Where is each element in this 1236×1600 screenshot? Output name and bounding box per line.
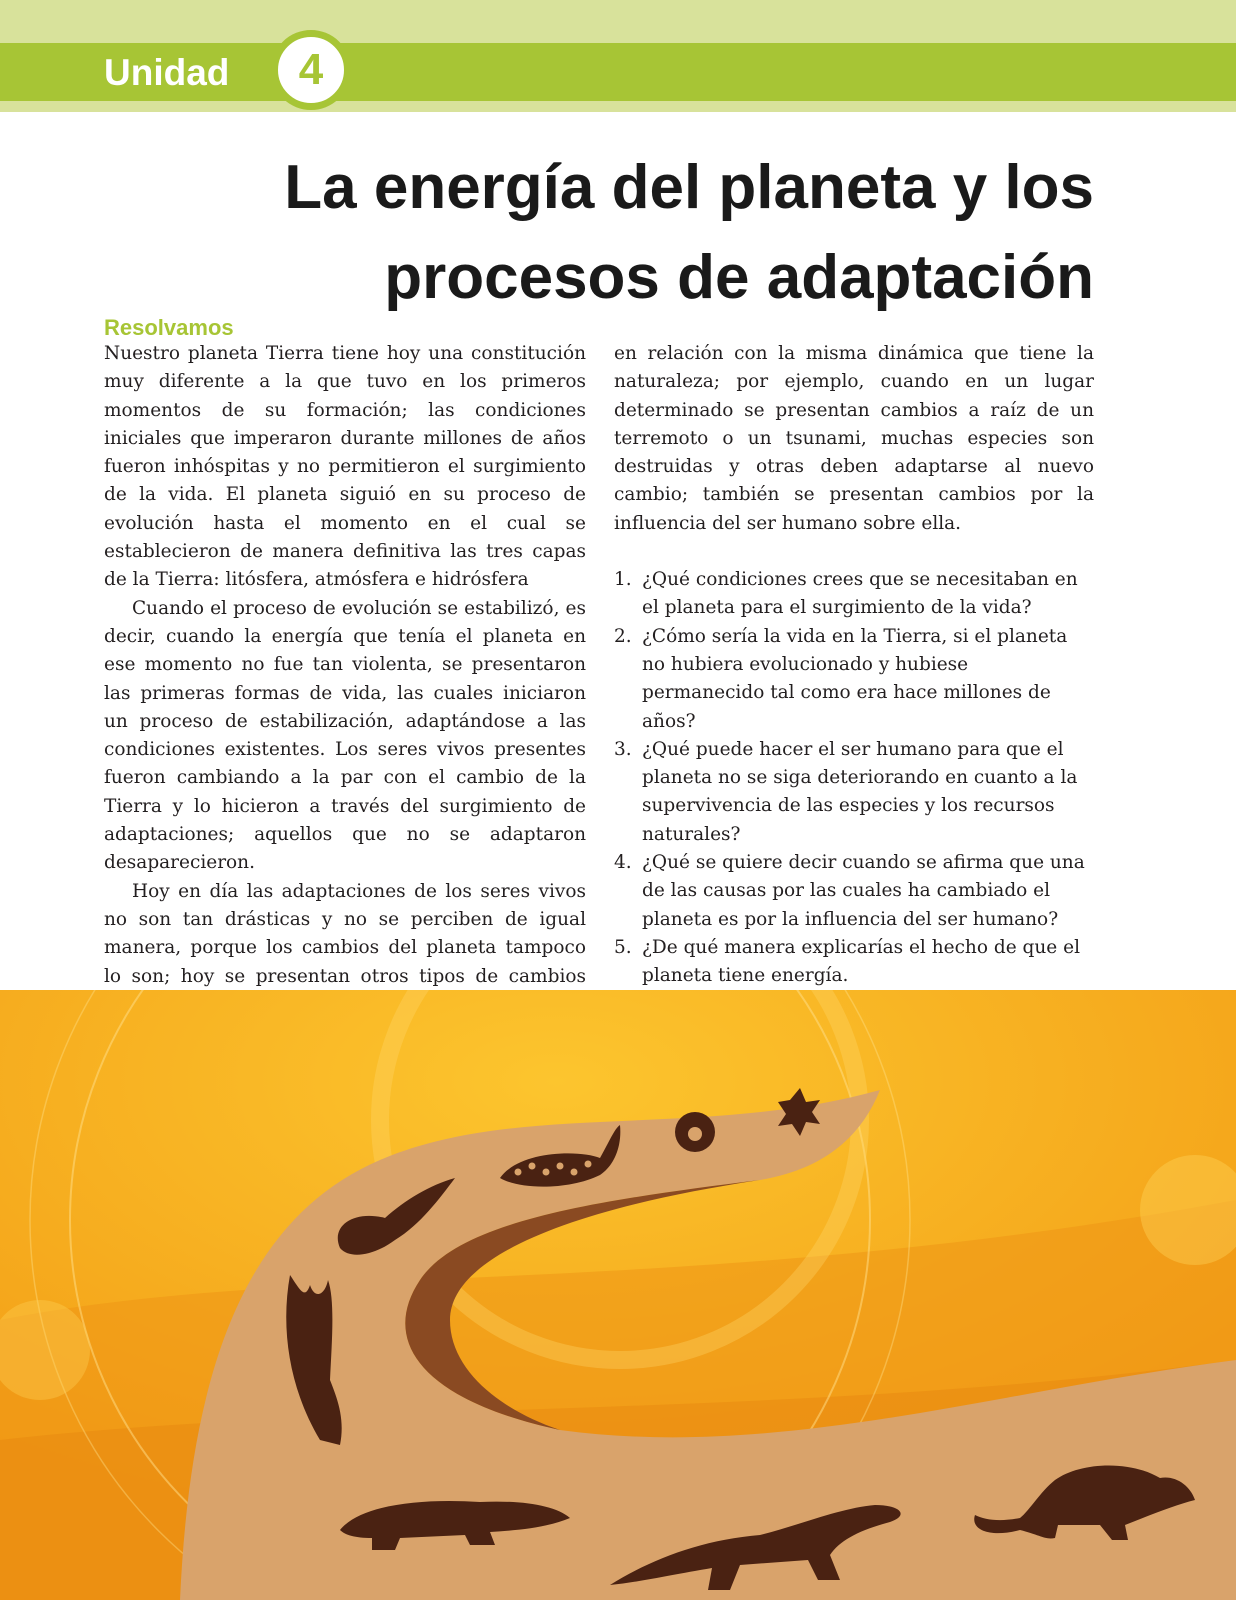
right-column bbox=[614, 340, 1094, 991]
section-heading: Resolvamos bbox=[104, 315, 234, 340]
evolution-illustration bbox=[0, 990, 1236, 1600]
page-title: La energía del planeta y los procesos de adaptación bbox=[284, 153, 1094, 312]
paragraph: Nuestro planeta Tierra tiene hoy una constitución muy diferente a la que tuvo en los primeros momentos de su formación; las condiciones iniciales que imperaron durante millones de años fueron inhóspitas y no permitieron el surgimiento de la vida. El planeta siguió en su proceso de evolución hasta el momento en el cual se establecieron de manera definitiva las tres capas de la Tierra: litósfera, atmósfera e hidrósfera bbox=[104, 343, 586, 591]
question-text: ¿Qué se quiere decir cuando se afirma que una de las causas por las cuales ha cambiado el planeta es por la influencia del ser humano? bbox=[642, 852, 1085, 930]
question-text: ¿Qué condiciones crees que se necesitaban en el planeta para el surgimiento de la vida? bbox=[642, 569, 1078, 619]
question-item bbox=[614, 736, 1094, 849]
question-list bbox=[614, 566, 1094, 990]
question-item bbox=[614, 934, 1094, 991]
question-text: ¿De qué manera explicarías el hecho de que el planeta tiene energía. bbox=[642, 936, 1080, 987]
paragraph: en relación con la misma dinámica que tiene la naturaleza; por ejemplo, cuando en un lugar determinado se presentan cambios a raíz de un terremoto o un tsunami, muchas especies son destruidas y otras deben adaptarse al nuevo cambio; también se presentan cambios por la influencia del ser humano sobre ella. bbox=[614, 343, 1094, 534]
paragraph: Cuando el proceso de evolución se estabilizó, es decir, cuando la energía que tenía el planeta en ese momento no fue tan violenta, se presentaron las primeras formas de vida, las cuales iniciaron un proceso de estabilización, adaptándose a las condiciones existentes. Los seres vivos presentes fueron cambiando a la par con el cambio de la Tierra y lo hicieron a través del surgimiento de adaptaciones; aquellos que no se adaptaron desaparecieron. bbox=[104, 597, 586, 874]
unit-label: Unidad bbox=[104, 52, 230, 93]
unit-number-badge: 4 bbox=[271, 30, 351, 110]
question-item bbox=[614, 566, 1094, 623]
question-text: ¿Qué puede hacer el ser humano para que el planeta no se siga deteriorando en cuanto a la supervivencia de las especies y los recursos naturales? bbox=[642, 738, 1078, 845]
header-band-bottom bbox=[0, 101, 1236, 112]
header-band-top bbox=[0, 0, 1236, 43]
question-number: 5. bbox=[614, 936, 632, 958]
question-item bbox=[614, 849, 1094, 934]
question-text: ¿Cómo sería la vida en la Tierra, si el planeta no hubiera evolucionado y hubiese permanecido tal como era hace millones de años? bbox=[642, 625, 1068, 732]
question-number: 1. bbox=[614, 569, 632, 591]
question-number: 2. bbox=[614, 625, 632, 647]
question-number: 4. bbox=[614, 852, 632, 874]
paragraph: Hoy en día las adaptaciones de los seres vivos no son tan drásticas y no se perciben de igual manera, porque los cambios del planeta tampoco lo son; hoy se presentan otros tipos de cambios bbox=[104, 880, 586, 987]
question-number: 3. bbox=[614, 738, 632, 760]
left-column bbox=[104, 340, 586, 1019]
question-item bbox=[614, 623, 1094, 736]
